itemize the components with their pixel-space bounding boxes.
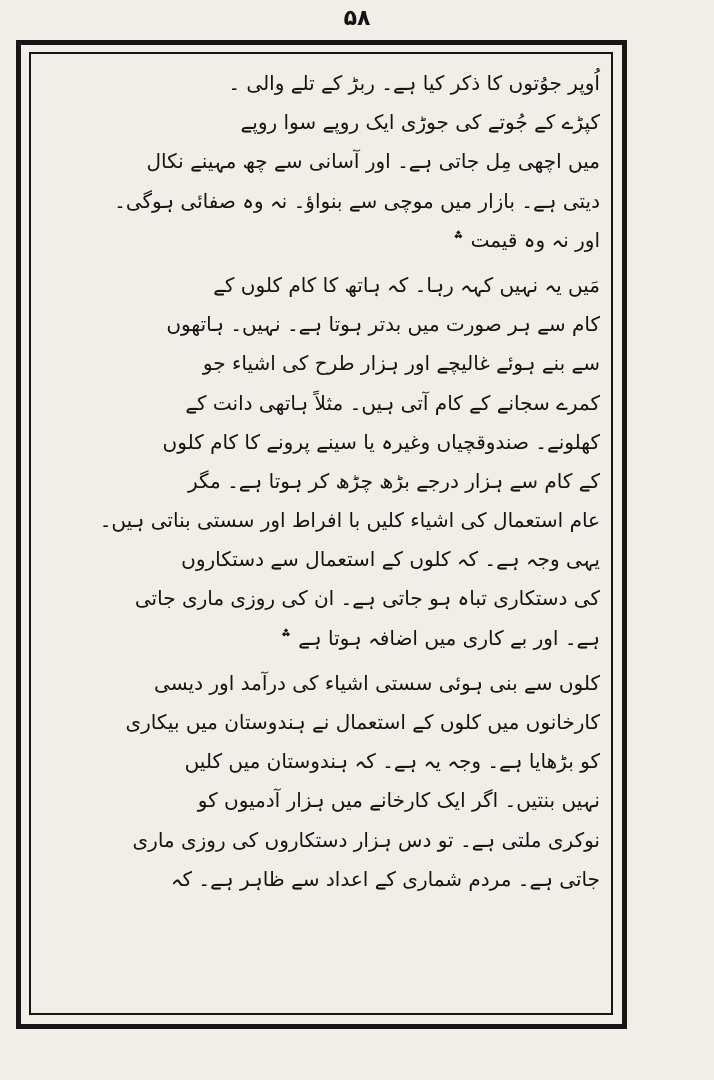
text-line: کپڑے کے جُوتے کی جوڑی ایک روپے سوا روپے	[240, 110, 600, 135]
text-line: سے بنے ہوئے غالیچے اور ہزار طرح کی اشیاء جو	[202, 351, 600, 376]
text-line: اور نہ وہ قیمت ؞	[452, 227, 600, 252]
text-line: دیتی ہے۔ بازار میں موچی سے بنواؤ۔ نہ وہ صفائی ہوگی۔	[114, 188, 600, 213]
page-number: ۵۸	[343, 6, 371, 31]
paragraph	[40, 664, 602, 899]
text-line: کمرے سجانے کے کام آتی ہیں۔ مثلاً ہاتھی دانت کے	[185, 390, 600, 415]
text-line: کی دستکاری تباہ ہو جاتی ہے۔ ان کی روزی ماری جاتی	[134, 586, 600, 611]
text-line: میں اچھی مِل جاتی ہے۔ اور آسانی سے چھ مہینے نکال	[146, 149, 600, 174]
text-line: ہے۔ اور بے کاری میں اضافہ ہوتا ہے ؞	[280, 625, 600, 650]
text-line: یہی وجہ ہے۔ کہ کلوں کے استعمال سے دستکاروں	[181, 547, 600, 572]
text-line: کلوں سے بنی ہوئی سستی اشیاء کی درآمد اور دیسی	[154, 670, 600, 695]
text-line: کارخانوں میں کلوں کے استعمال نے ہندوستان میں بیکاری	[125, 710, 600, 734]
text-line: اُوپر جوُتوں کا ذکر کیا ہے۔ ربڑ کے تلے والی ۔	[228, 71, 600, 95]
paragraph	[40, 266, 602, 658]
text-line: عام استعمال کی اشیاء کلیں با افراط اور سستی بناتی ہیں۔	[99, 508, 600, 533]
text-line: جاتی ہے۔ مردم شماری کے اعداد سے ظاہر ہے۔ کہ	[170, 866, 600, 891]
text-line: کھلونے۔ صندوقچیاں وغیرہ یا سینے پرونے کا کام کلوں	[162, 429, 600, 454]
text-line: کام سے ہر صورت میں بدتر ہوتا ہے۔ نہیں۔ ہاتھوں	[166, 312, 600, 337]
text-body	[40, 64, 602, 1009]
text-line: کو بڑھایا ہے۔ وجہ یہ ہے۔ کہ ہندوستان میں کلیں	[184, 749, 600, 774]
text-line: مَیں یہ نہیں کہہ رہا۔ کہ ہاتھ کا کام کلوں کے	[213, 272, 600, 297]
text-line: نوکری ملتی ہے۔ تو دس ہزار دستکاروں کی روزی ماری	[132, 827, 600, 852]
text-line: نہیں بنتیں۔ اگر ایک کارخانے میں ہزار آدمیوں کو	[197, 788, 600, 813]
paragraph	[40, 64, 602, 260]
text-line: کے کام سے ہزار درجے بڑھ چڑھ کر ہوتا ہے۔ مگر	[187, 468, 600, 493]
